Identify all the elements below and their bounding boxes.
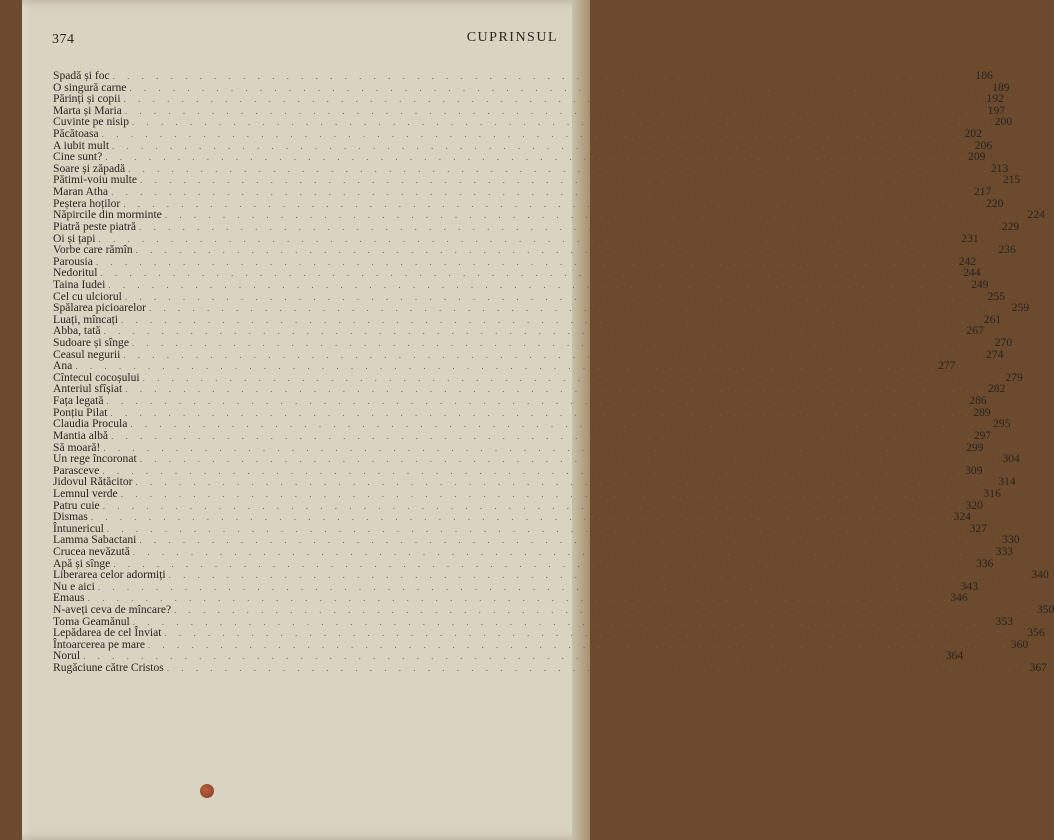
dot-leader: . . . . . . . . . . . . . . . . . . . . . . . . . . . . . . . . . . . . . . . . . . . . . . . . . . . . . . . . . . . . — [103, 442, 967, 453]
toc-entry-title: Luați, mîncați — [53, 312, 119, 326]
dot-leader: . . . . . . . . . . . . . . . . . . . . . . . . . . . . . . . . . . . . . . . . . . . . . . . . . . . . . . . . . . . . — [135, 477, 999, 488]
dot-leader: . . . . . . . . . . . . . . . . . . . . . . . . . . . . . . . . . . . . . . . . . . . . . . . . . . . . . . . . . . . . — [100, 268, 964, 279]
toc-entry — [53, 80, 1010, 94]
dot-leader: . . . . . . . . . . . . . . . . . . . . . . . . . . . . . . . . . . . . . . . . . . . . . . . . . . . . . . . . . . . . — [106, 396, 970, 407]
toc-entry-page: 299 — [966, 440, 984, 454]
toc-entry — [53, 69, 993, 82]
toc-entry-title: Cuvinte pe nisip — [53, 115, 129, 129]
toc-entry-page: 200 — [994, 115, 1013, 129]
toc-entry-page: 242 — [958, 254, 977, 268]
toc-entry-title: Patru cuie — [53, 498, 100, 512]
toc-entry-page: 277 — [938, 359, 956, 373]
dot-leader: . . . . . . . . . . . . . . . . . . . . . . . . . . . . . . . . . . . . . . . . . . . . . . . . . . . . . . . . . . . . — [135, 245, 999, 256]
dot-leader: . . . . . . . . . . . . . . . . . . . . . . . . . . . . . . . . . . . . . . . . . . . . . . . . . . . . . . . . . . . . — [132, 117, 995, 128]
toc-entry-page: 316 — [983, 486, 1001, 500]
toc-entry-title: Vorbe care rămîn — [53, 243, 133, 257]
toc-entry-page: 224 — [1027, 208, 1045, 222]
dot-leader: . . . . . . . . . . . . . . . . . . . . . . . . . . . . . . . . . . . . . . . . . . . . . . . . . . . . . . . . . . . . — [121, 314, 984, 325]
dot-leader: . . . . . . . . . . . . . . . . . . . . . . . . . . . . . . . . . . . . . . . . . . . . . . . . . . . . . . . . . . . . — [111, 187, 974, 198]
toc-entry-page: 282 — [987, 382, 1006, 396]
toc-entry-title: Sudoare și sînge — [53, 336, 129, 350]
dot-leader: . . . . . . . . . . . . . . . . . . . . . . . . . . . . . . . . . . . . . . . . . . . . . . . . . . . . . . . . . . . . — [110, 407, 974, 418]
toc-entry-page: 356 — [1027, 626, 1045, 640]
toc-entry-page: 220 — [986, 196, 1004, 210]
dot-leader: . . . . . . . . . . . . . . . . . . . . . . . . . . . . . . . . . . . . . . . . . . . . . . . . . . . . . . . . . . . . — [139, 454, 1003, 465]
toc-entry — [53, 370, 1023, 384]
toc-entry-page: 367 — [1029, 661, 1047, 675]
toc-entry-page: 324 — [953, 510, 971, 524]
table-of-contents — [53, 69, 1054, 675]
toc-entry — [53, 486, 1001, 500]
toc-entry-title: O singură carne — [53, 80, 127, 94]
toc-entry-page: 189 — [992, 80, 1010, 94]
toc-entry-page: 360 — [1010, 637, 1029, 651]
dot-leader: . . . . . . . . . . . . . . . . . . . . . . . . . . . . . . . . . . . . . . . . . . . . . . . . . . . . . . . . . . . . — [106, 523, 970, 534]
dot-leader: . . . . . . . . . . . . . . . . . . . . . . . . . . . . . . . . . . . . . . . . . . . . . . . . . . . . . . . . . . . . — [123, 349, 987, 360]
toc-entry — [53, 475, 1016, 489]
toc-entry-title: Nedoritul — [53, 266, 98, 280]
dot-leader: . . . . . . . . . . . . . . . . . . . . . . . . . . . . . . . . . . . . . . . . . . . . . . . . . . . . . . . . . . . . — [164, 210, 1028, 221]
toc-entry-title: Soare și zăpadă — [53, 161, 126, 175]
toc-entry-title: Cîntecul cocoșului — [53, 370, 140, 384]
toc-entry-page: 336 — [976, 556, 994, 570]
toc-entry — [53, 603, 1054, 617]
toc-entry-title: Piatră peste piatră — [53, 219, 137, 233]
toc-entry — [53, 510, 971, 524]
dot-leader: . . . . . . . . . . . . . . . . . . . . . . . . . . . . . . . . . . . . . . . . . . . . . . . . . . . . . . . . . . . . — [83, 651, 946, 662]
toc-entry-page: 343 — [960, 579, 978, 593]
toc-entry — [53, 637, 1029, 651]
toc-entry-title: Cel cu ulciorul — [53, 289, 122, 303]
toc-entry — [53, 266, 981, 280]
toc-entry-title: Marta și Maria — [53, 103, 122, 117]
toc-entry-page: 244 — [963, 266, 981, 280]
dot-leader: . . . . . . . . . . . . . . . . . . . . . . . . . . . . . . . . . . . . . . . . . . . . . . . . . . . . . . . . . . . . — [128, 163, 991, 174]
toc-entry-page: 249 — [971, 277, 989, 291]
toc-entry-title: Claudia Procula — [53, 417, 128, 431]
toc-entry-page: 192 — [986, 92, 1004, 106]
toc-entry-page: 327 — [969, 521, 988, 535]
dot-leader: . . . . . . . . . . . . . . . . . . . . . . . . . . . . . . . . . . . . . . . . . . . . . . . . . . . . . . . . . . . . — [112, 140, 975, 151]
toc-entry-title: Lamma Sabactani — [53, 533, 137, 547]
toc-entry-page: 364 — [945, 649, 964, 663]
dot-leader: . . . . . . . . . . . . . . . . . . . . . . . . . . . . . . . . . . . . . . . . . . . . . . . . . . . . . . . . . . . . — [90, 512, 954, 523]
toc-entry-title: Parousia — [53, 254, 93, 268]
dot-leader: . . . . . . . . . . . . . . . . . . . . . . . . . . . . . . . . . . . . . . . . . . . . . . . . . . . . . . . . . . . . — [164, 628, 1028, 639]
toc-entry — [53, 661, 1047, 675]
toc-entry — [53, 312, 1002, 326]
dot-leader: . . . . . . . . . . . . . . . . . . . . . . . . . . . . . . . . . . . . . . . . . . . . . . . . . . . . . . . . . . . . — [149, 303, 1012, 314]
toc-entry — [53, 173, 1021, 187]
toc-entry-page: 202 — [964, 127, 982, 141]
toc-entry-page: 215 — [1002, 173, 1021, 187]
dot-leader: . . . . . . . . . . . . . . . . . . . . . . . . . . . . . . . . . . . . . . . . . . . . . . . . . . . . . . . . . . . . — [120, 488, 984, 499]
toc-entry — [53, 347, 1004, 361]
toc-entry — [53, 127, 982, 141]
toc-entry-page: 353 — [995, 614, 1013, 628]
toc-entry-page: 333 — [995, 544, 1014, 558]
toc-entry — [53, 254, 977, 268]
toc-entry-title: Cine sunt? — [53, 150, 103, 164]
toc-entry — [53, 277, 989, 291]
toc-entry — [53, 301, 1030, 315]
toc-entry-title: Spălarea picioarelor — [53, 301, 147, 315]
book-page — [22, 0, 1054, 840]
toc-entry — [53, 498, 983, 512]
dot-leader: . . . . . . . . . . . . . . . . . . . . . . . . . . . . . . . . . . . . . . . . . . . . . . . . . . . . . . . . . . . . — [132, 338, 995, 349]
toc-entry-page: 209 — [968, 150, 986, 164]
dot-leader: . . . . . . . . . . . . . . . . . . . . . . . . . . . . . . . . . . . . . . . . . . . . . . . . . . . . . . . . . . . . — [168, 570, 1032, 581]
ink-stain — [200, 784, 214, 798]
toc-entry-title: Întoarcerea pe mare — [53, 637, 146, 651]
toc-entry-page: 314 — [998, 475, 1016, 489]
toc-entry-title: Toma Geamănul — [53, 614, 130, 628]
toc-entry-title: Parasceve — [53, 463, 100, 477]
toc-entry-page: 186 — [975, 69, 993, 82]
toc-entry-page: 267 — [966, 324, 984, 338]
toc-entry-title: Emaus — [53, 591, 85, 605]
toc-entry-title: Mantia albă — [53, 428, 109, 442]
toc-entry-title: Fața legată — [53, 394, 104, 408]
dot-leader: . . . . . . . . . . . . . . . . . . . . . . . . . . . . . . . . . . . . . . . . . . . . . . . . . . . . . . . . . . . . — [132, 616, 996, 627]
dot-leader: . . . . . . . . . . . . . . . . . . . . . . . . . . . . . . . . . . . . . . . . . . . . . . . . . . . . . . . . . . . . — [140, 175, 1003, 186]
toc-entry — [53, 336, 1013, 350]
toc-entry — [53, 405, 991, 419]
toc-entry-page: 289 — [973, 405, 991, 419]
dot-leader: . . . . . . . . . . . . . . . . . . . . . . . . . . . . . . . . . . . . . . . . . . . . . . . . . . . . . . . . . . . . — [130, 419, 994, 430]
toc-entry-page: 213 — [990, 161, 1009, 175]
toc-entry-title: Taina Iudei — [53, 277, 106, 291]
toc-entry-title: Întunericul — [53, 521, 104, 535]
toc-entry-title: Năpircile din morminte — [53, 208, 162, 222]
toc-entry-title: Maran Atha — [53, 185, 109, 199]
toc-entry-title: Jidovul Rătăcitor — [53, 475, 133, 489]
dot-leader: . . . . . . . . . . . . . . . . . . . . . . . . . . . . . . . . . . . . . . . . . . . . . . . . . . . . . . . . . . . . — [98, 233, 962, 244]
toc-entry-title: Să moară! — [53, 440, 101, 454]
toc-entry — [53, 150, 986, 164]
dot-leader: . . . . . . . . . . . . . . . . . . . . . . . . . . . . . . . . . . . . . . . . . . . . . . . . . . . . . . . . . . . . — [142, 372, 1006, 383]
toc-entry — [53, 138, 993, 152]
toc-entry — [53, 382, 1006, 396]
toc-entry-title: Rugăciune către Cristos — [53, 661, 164, 675]
toc-entry-page: 197 — [987, 103, 1006, 117]
toc-entry — [53, 544, 1014, 558]
toc-entry-page: 270 — [994, 336, 1013, 350]
dot-leader: . . . . . . . . . . . . . . . . . . . . . . . . . . . . . . . . . . . . . . . . . . . . . . . . . . . . . . . . . . . . — [112, 71, 976, 81]
dot-leader: . . . . . . . . . . . . . . . . . . . . . . . . . . . . . . . . . . . . . . . . . . . . . . . . . . . . . . . . . . . . — [124, 291, 988, 302]
toc-entry-page: 320 — [965, 498, 983, 512]
dot-leader: . . . . . . . . . . . . . . . . . . . . . . . . . . . . . . . . . . . . . . . . . . . . . . . . . . . . . . . . . . . . — [95, 256, 959, 267]
toc-entry-title: Un rege încoronat — [53, 452, 137, 466]
toc-entry-page: 350 — [1036, 603, 1054, 617]
dot-leader: . . . . . . . . . . . . . . . . . . . . . . . . . . . . . . . . . . . . . . . . . . . . . . . . . . . . . . . . . . . . — [129, 82, 993, 93]
toc-entry-page: 340 — [1031, 568, 1049, 582]
dot-leader: . . . . . . . . . . . . . . . . . . . . . . . . . . . . . . . . . . . . . . . . . . . . . . . . . . . . . . . . . . . . — [111, 430, 974, 441]
toc-entry-page: 206 — [974, 138, 993, 152]
toc-entry-title: Crucea nevăzută — [53, 544, 130, 558]
toc-entry-title: Ana — [53, 359, 73, 373]
dot-leader: . . . . . . . . . . . . . . . . . . . . . . . . . . . . . . . . . . . . . . . . . . . . . . . . . . . . . . . . . . . . — [113, 558, 977, 569]
toc-entry-title: Ponțiu Pilat — [53, 405, 108, 419]
toc-entry — [53, 185, 992, 199]
dot-leader: . . . . . . . . . . . . . . . . . . . . . . . . . . . . . . . . . . . . . . . . . . . . . . . . . . . . . . . . . . . . — [108, 279, 972, 290]
toc-entry-page: 259 — [1011, 301, 1030, 315]
toc-entry-title: Lepădarea de cel Înviat — [53, 626, 162, 640]
toc-entry-title: Apă și sînge — [53, 556, 111, 570]
toc-entry — [53, 92, 1004, 106]
toc-entry-page: 309 — [965, 463, 983, 477]
dot-leader: . . . . . . . . . . . . . . . . . . . . . . . . . . . . . . . . . . . . . . . . . . . . . . . . . . . . . . . . . . . . — [124, 105, 988, 116]
toc-entry-title: Părinți și copii — [53, 92, 121, 106]
toc-entry — [53, 568, 1049, 582]
dot-leader: . . . . . . . . . . . . . . . . . . . . . . . . . . . . . . . . . . . . . . . . . . . . . . . . . . . . . . . . . . . . — [123, 198, 987, 209]
toc-entry — [53, 428, 992, 442]
toc-entry-page: 217 — [973, 185, 992, 199]
toc-entry-title: Anteriul sfîșiat — [53, 382, 123, 396]
toc-entry-page: 304 — [1002, 452, 1020, 466]
dot-leader: . . . . . . . . . . . . . . . . . . . . . . . . . . . . . . . . . . . . . . . . . . . . . . . . . . . . . . . . . . . . — [103, 326, 967, 337]
toc-entry — [53, 417, 1011, 431]
toc-entry-page: 236 — [998, 243, 1016, 257]
toc-entry — [53, 452, 1020, 466]
dot-leader: . . . . . . . . . . . . . . . . . . . . . . . . . . . . . . . . . . . . . . . . . . . . . . . . . . . . . . . . . . . . — [75, 361, 939, 372]
toc-entry-title: A iubit mult — [53, 138, 110, 152]
toc-entry-title: Spadă și foc — [53, 69, 110, 82]
toc-entry — [53, 115, 1013, 129]
toc-entry-title: N-aveți ceva de mîncare? — [53, 603, 172, 617]
toc-entry-title: Norul — [53, 649, 81, 663]
toc-entry — [53, 394, 987, 408]
toc-entry-page: 297 — [973, 428, 992, 442]
dot-leader: . . . . . . . . . . . . . . . . . . . . . . . . . . . . . . . . . . . . . . . . . . . . . . . . . . . . . . . . . . . . — [87, 593, 951, 604]
toc-entry-page: 330 — [1002, 533, 1020, 547]
dot-leader: . . . . . . . . . . . . . . . . . . . . . . . . . . . . . . . . . . . . . . . . . . . . . . . . . . . . . . . . . . . . — [174, 605, 1037, 616]
toc-entry-page: 286 — [969, 394, 987, 408]
toc-entry-title: Oi și țapi — [53, 231, 96, 245]
dot-leader: . . . . . . . . . . . . . . . . . . . . . . . . . . . . . . . . . . . . . . . . . . . . . . . . . . . . . . . . . . . . — [132, 546, 996, 557]
page-number: 374 — [52, 32, 75, 47]
toc-entry-title: Nu e aici — [53, 579, 95, 593]
toc-entry-page: 261 — [983, 312, 1002, 326]
toc-entry — [53, 243, 1016, 257]
dot-leader: . . . . . . . . . . . . . . . . . . . . . . . . . . . . . . . . . . . . . . . . . . . . . . . . . . . . . . . . . . . . — [102, 500, 966, 511]
toc-entry-page: 274 — [986, 347, 1004, 361]
toc-entry — [53, 579, 978, 593]
dot-leader: . . . . . . . . . . . . . . . . . . . . . . . . . . . . . . . . . . . . . . . . . . . . . . . . . . . . . . . . . . . . — [166, 663, 1030, 674]
dot-leader: . . . . . . . . . . . . . . . . . . . . . . . . . . . . . . . . . . . . . . . . . . . . . . . . . . . . . . . . . . . . — [101, 129, 965, 140]
dot-leader: . . . . . . . . . . . . . . . . . . . . . . . . . . . . . . . . . . . . . . . . . . . . . . . . . . . . . . . . . . . . — [102, 465, 966, 476]
toc-entry — [53, 219, 1020, 233]
toc-entry-title: Liberarea celor adormiți — [53, 568, 166, 582]
toc-entry-page: 346 — [950, 591, 968, 605]
dot-leader: . . . . . . . . . . . . . . . . . . . . . . . . . . . . . . . . . . . . . . . . . . . . . . . . . . . . . . . . . . . . — [125, 384, 988, 395]
toc-entry-title: Dismas — [53, 510, 88, 524]
dot-leader: . . . . . . . . . . . . . . . . . . . . . . . . . . . . . . . . . . . . . . . . . . . . . . . . . . . . . . . . . . . . — [139, 221, 1002, 232]
toc-entry-page: 255 — [987, 289, 1006, 303]
toc-entry-title: Ceasul negurii — [53, 347, 121, 361]
dot-leader: . . . . . . . . . . . . . . . . . . . . . . . . . . . . . . . . . . . . . . . . . . . . . . . . . . . . . . . . . . . . — [148, 639, 1011, 650]
dot-leader: . . . . . . . . . . . . . . . . . . . . . . . . . . . . . . . . . . . . . . . . . . . . . . . . . . . . . . . . . . . . — [105, 152, 969, 163]
dot-leader: . . . . . . . . . . . . . . . . . . . . . . . . . . . . . . . . . . . . . . . . . . . . . . . . . . . . . . . . . . . . — [123, 94, 987, 105]
toc-entry-title: Lemnul verde — [53, 486, 118, 500]
dot-leader: . . . . . . . . . . . . . . . . . . . . . . . . . . . . . . . . . . . . . . . . . . . . . . . . . . . . . . . . . . . . — [97, 581, 961, 592]
running-head: CUPRINSUL — [466, 30, 558, 45]
toc-entry-title: Abba, tată — [53, 324, 101, 338]
dot-leader: . . . . . . . . . . . . . . . . . . . . . . . . . . . . . . . . . . . . . . . . . . . . . . . . . . . . . . . . . . . . — [139, 535, 1003, 546]
toc-entry-page: 229 — [1001, 219, 1020, 233]
toc-entry-title: Păcătoasa — [53, 127, 99, 141]
toc-entry-title: Pătimi-voiu multe — [53, 173, 138, 187]
toc-entry-page: 295 — [993, 417, 1011, 431]
toc-entry-title: Peștera hoților — [53, 196, 121, 210]
toc-entry-page: 279 — [1005, 370, 1023, 384]
toc-entry-page: 231 — [961, 231, 979, 245]
